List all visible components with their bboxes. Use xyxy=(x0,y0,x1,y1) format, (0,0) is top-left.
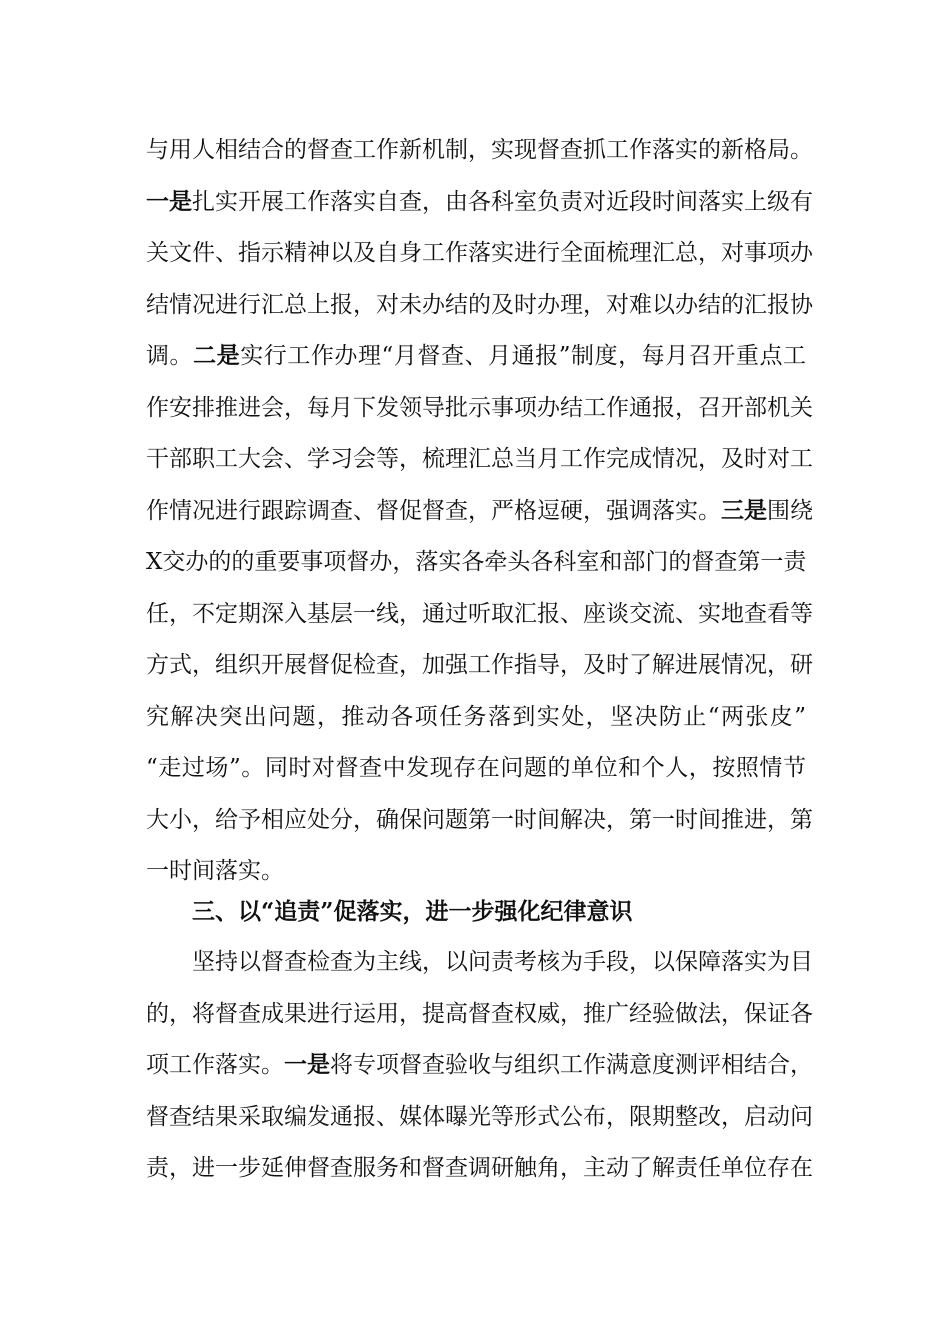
text-run: 大小，给予相应处分，确保问题第一时间解决，第一时间推进，第 xyxy=(146,806,813,833)
text-line xyxy=(146,184,813,220)
text-run: 围绕 xyxy=(767,497,813,524)
text-run: 干部职工大会、学习会等，梳理汇总当月工作完成情况，及时对工 xyxy=(146,446,813,472)
bold-marker: 三是 xyxy=(721,496,767,524)
text-run: 督查结果采取编发通报、媒体曝光等形式公布，限期整改，启动问 xyxy=(146,1103,813,1130)
text-line xyxy=(146,647,813,683)
text-line xyxy=(146,338,806,374)
text-line xyxy=(146,996,813,1032)
text-run: X交办的的重要事项督办，落实各牵头各科室和部门的督查第一责 xyxy=(146,549,807,575)
text-line xyxy=(192,944,813,980)
text-run: “走过场”。同时对督查中发现存在问题的单位和个人，按照情节 xyxy=(146,755,806,781)
text-run: 坚持以督查检查为主线，以问责考核为手段，以保障落实为目 xyxy=(192,949,813,975)
text-run: 关文件、指示精神以及自身工作落实进行全面梳理汇总，对事项办 xyxy=(146,240,813,266)
text-run: 责，进一步延伸督查服务和督查调研触角，主动了解责任单位存在 xyxy=(146,1155,813,1181)
text-run: 实行工作办理“月督查、月通报”制度，每月召开重点工 xyxy=(240,343,806,369)
text-line xyxy=(146,750,806,786)
text-run: 作情况进行跟踪调查、督促督查，严格逗硬，强调落实。 xyxy=(146,497,721,524)
text-line xyxy=(146,441,813,477)
text-line xyxy=(146,1047,813,1083)
text-run: 作安排推进会，每月下发领导批示事项办结工作通报，召开部机关 xyxy=(146,394,813,421)
text-line xyxy=(146,132,813,168)
text-line xyxy=(146,802,813,838)
text-run: 究解决突出问题，推动各项任务落到实处，坚决防止“两张皮” xyxy=(146,703,806,730)
bold-marker: 一是 xyxy=(284,1051,330,1078)
text-run: 项工作落实。 xyxy=(146,1052,284,1078)
text-run: 扎实开展工作落实自查，由各科室负责对近段时间落实上级有 xyxy=(192,188,813,215)
text-run: 结情况进行汇总上报，对未办结的及时办理，对难以办结的汇报协 xyxy=(146,291,813,318)
text-run: 与用人相结合的督查工作新机制，实现督查抓工作落实的新格局。 xyxy=(146,137,813,163)
text-line xyxy=(146,596,813,632)
text-line xyxy=(146,287,813,323)
text-run: 调。 xyxy=(146,343,194,369)
text-run: 任，不定期深入基层一线，通过听取汇报、座谈交流、实地查看等 xyxy=(146,600,813,627)
bold-marker: 二是 xyxy=(193,342,241,369)
text-run: 一时间落实。 xyxy=(146,858,284,884)
text-line xyxy=(146,493,813,529)
text-line xyxy=(146,235,813,271)
text-line xyxy=(146,390,813,426)
text-run: 将专项督查验收与组织工作满意度测评相结合， xyxy=(330,1052,813,1078)
text-run: 方式，组织开展督促检查，加强工作指导，及时了解进展情况，研 xyxy=(146,652,813,678)
text-line xyxy=(146,1150,813,1186)
section-heading: 三、以“追责”促落实，进一步强化纪律意识 xyxy=(192,898,633,925)
text-line xyxy=(146,853,806,889)
text-line xyxy=(146,1099,813,1135)
bold-marker: 一是 xyxy=(146,187,192,215)
text-line xyxy=(146,699,806,735)
text-run: 的，将督查成果进行运用，提高督查权威，推广经验做法，保证各 xyxy=(146,1000,813,1027)
text-line xyxy=(146,544,806,580)
